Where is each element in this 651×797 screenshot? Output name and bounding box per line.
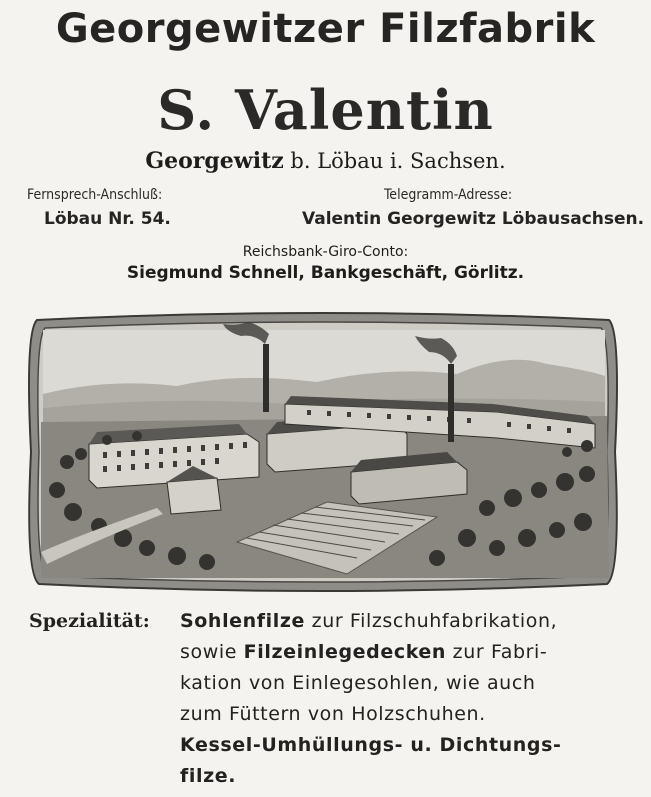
speciality-line-5: Kessel-Umhüllungs- u. Dichtungs- bbox=[180, 734, 562, 756]
speciality-line-4: zum Füttern von Holzschuhen. bbox=[180, 703, 486, 725]
speciality-line-2 bbox=[180, 637, 620, 668]
factory-engraving-icon bbox=[27, 312, 619, 592]
location-rest: b. Löbau i. Sachsen. bbox=[290, 149, 506, 173]
company-name: Georgewitzer Filzfabrik bbox=[55, 6, 596, 52]
speciality-label: Spezialität: bbox=[29, 610, 150, 632]
phone-value: Löbau Nr. 54. bbox=[44, 209, 171, 229]
location-line bbox=[0, 148, 651, 174]
town-name: Georgewitz bbox=[145, 148, 284, 174]
product-filzeinlegedecken: Filzeinlegedecken bbox=[243, 641, 447, 663]
owner-name: S. Valentin bbox=[157, 78, 494, 142]
product-sohlenfilze: Sohlenfilze bbox=[180, 610, 306, 632]
telegram-value: Valentin Georgewitz Löbausachsen. bbox=[302, 209, 645, 229]
bank-value: Siegmund Schnell, Bankgeschäft, Görlitz. bbox=[126, 263, 525, 283]
speciality-line-1-rest: zur Filzschuhfabrikation, bbox=[305, 610, 558, 632]
factory-illustration bbox=[27, 312, 619, 592]
speciality-line-3: kation von Einlegesohlen, wie auch bbox=[180, 672, 536, 694]
speciality-text bbox=[180, 606, 620, 792]
phone-label: Fernsprech-Anschluß: bbox=[27, 187, 163, 203]
bank-label: Reichsbank-Giro-Conto: bbox=[242, 244, 409, 260]
speciality-line-2-rest: zur Fabri- bbox=[446, 641, 548, 663]
speciality-line-6: filze. bbox=[180, 765, 237, 787]
telegram-label: Telegramm-Adresse: bbox=[384, 187, 513, 203]
speciality-line-1 bbox=[180, 606, 620, 637]
speciality-line-2-pre: sowie bbox=[180, 641, 244, 663]
